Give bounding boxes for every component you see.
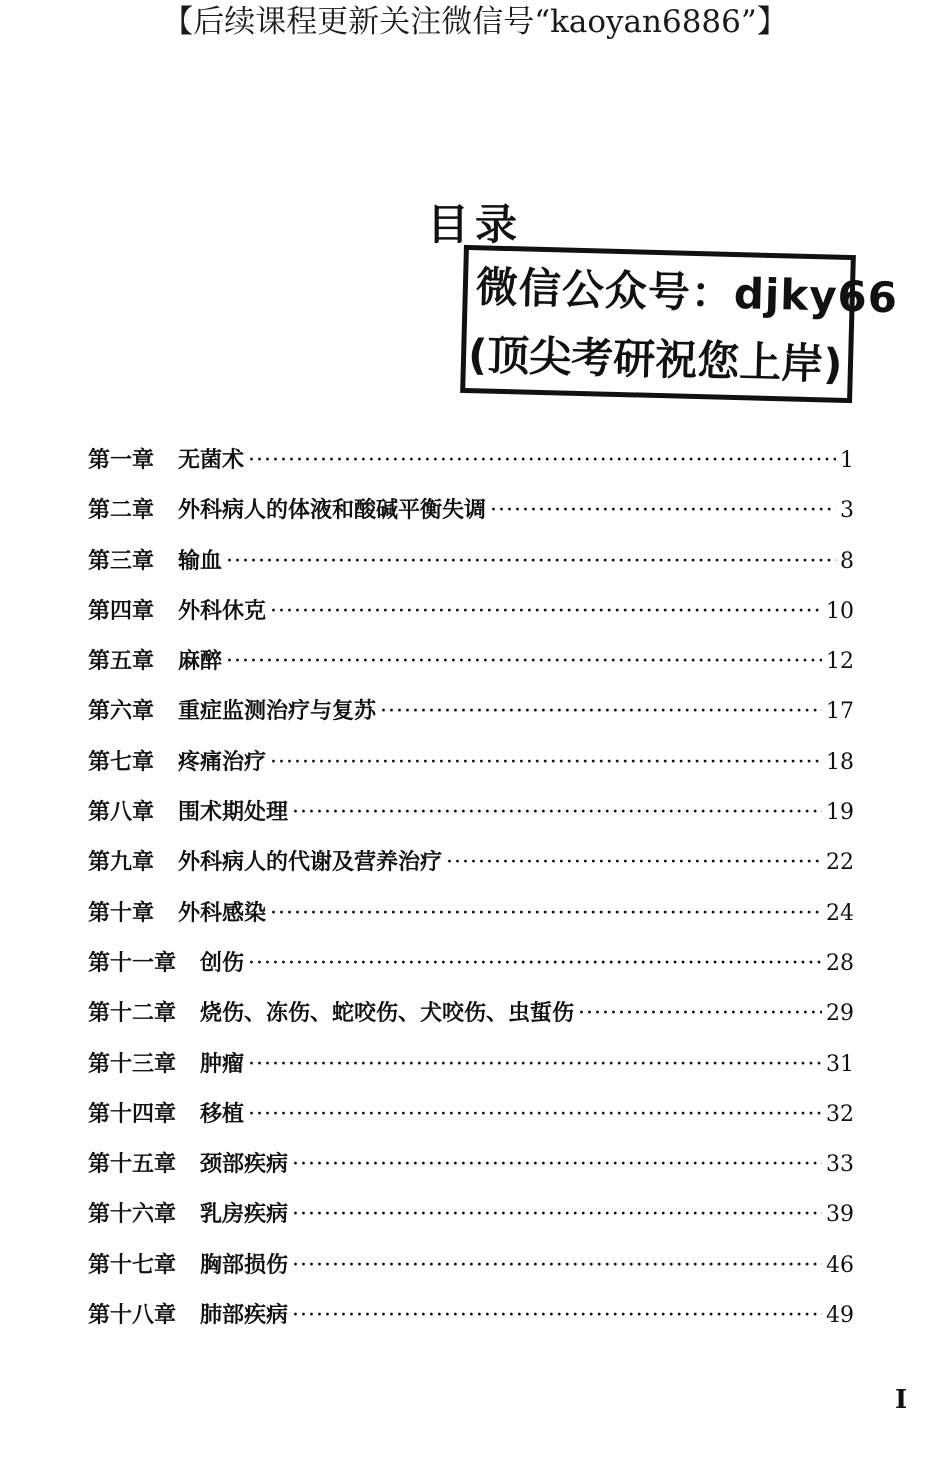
chapter-number: 第四章 bbox=[88, 597, 155, 624]
dot-leader bbox=[578, 1001, 822, 1026]
toc-entry[interactable] bbox=[88, 544, 854, 594]
toc-entry[interactable] bbox=[88, 1248, 854, 1298]
dot-leader bbox=[292, 1152, 822, 1177]
chapter-number: 第十二章 bbox=[88, 1000, 177, 1027]
chapter-title: 肺部疾病 bbox=[200, 1302, 289, 1329]
dot-leader bbox=[270, 901, 822, 926]
chapter-title: 创伤 bbox=[200, 949, 245, 976]
dot-leader bbox=[292, 1202, 822, 1227]
page-number: 10 bbox=[826, 598, 854, 624]
dot-leader bbox=[292, 800, 822, 825]
chapter-number: 第一章 bbox=[88, 447, 155, 473]
toc-entry[interactable] bbox=[88, 443, 854, 493]
chapter-title: 烧伤、冻伤、蛇咬伤、犬咬伤、虫蜇伤 bbox=[200, 1000, 575, 1027]
chapter-title: 胸部损伤 bbox=[200, 1251, 289, 1278]
table-of-contents bbox=[88, 443, 854, 1348]
chapter-number: 第十章 bbox=[88, 899, 155, 926]
page-number: 39 bbox=[826, 1202, 854, 1228]
chapter-number: 第五章 bbox=[88, 648, 155, 675]
dot-leader bbox=[248, 448, 836, 473]
toc-entry[interactable] bbox=[88, 946, 854, 996]
stamp-line-2: (顶尖考研祝您上岸) bbox=[467, 330, 844, 389]
toc-entry[interactable] bbox=[88, 1197, 854, 1247]
page-number: 29 bbox=[826, 1001, 854, 1027]
chapter-title: 乳房疾病 bbox=[200, 1201, 289, 1228]
page-number: 1 bbox=[840, 448, 854, 473]
chapter-number: 第七章 bbox=[88, 748, 155, 775]
dot-leader bbox=[270, 750, 822, 775]
chapter-title: 颈部疾病 bbox=[200, 1151, 289, 1178]
page-number: 28 bbox=[826, 950, 854, 976]
page-number: 18 bbox=[826, 749, 854, 775]
chapter-number: 第十一章 bbox=[88, 949, 177, 976]
dot-leader bbox=[292, 1253, 822, 1278]
toc-entry[interactable] bbox=[88, 1147, 854, 1197]
toc-entry[interactable] bbox=[88, 644, 854, 694]
toc-entry[interactable] bbox=[88, 996, 854, 1046]
page-title: 目录 bbox=[426, 200, 523, 249]
dot-leader bbox=[270, 599, 822, 624]
chapter-number: 第十四章 bbox=[88, 1100, 177, 1127]
page-number: 33 bbox=[826, 1152, 854, 1178]
dot-leader bbox=[380, 699, 822, 724]
chapter-number: 第十七章 bbox=[88, 1251, 177, 1278]
chapter-number: 第十五章 bbox=[88, 1151, 177, 1178]
toc-entry[interactable] bbox=[88, 896, 854, 946]
toc-entry[interactable] bbox=[88, 1298, 854, 1348]
page-number: 17 bbox=[826, 699, 854, 725]
chapter-title: 肿瘤 bbox=[200, 1050, 245, 1077]
toc-entry[interactable] bbox=[88, 1047, 854, 1097]
chapter-number: 第八章 bbox=[88, 799, 155, 826]
page-number: 12 bbox=[826, 649, 854, 675]
chapter-title: 外科休克 bbox=[178, 597, 267, 624]
page-number: 32 bbox=[826, 1101, 854, 1127]
page-number: 19 bbox=[826, 800, 854, 826]
page-number: 49 bbox=[826, 1303, 854, 1329]
page-number: 46 bbox=[826, 1252, 854, 1278]
dot-leader bbox=[446, 850, 822, 875]
page-number: 3 bbox=[840, 498, 854, 524]
chapter-title: 外科病人的体液和酸碱平衡失调 bbox=[178, 497, 487, 524]
chapter-number: 第二章 bbox=[88, 497, 155, 524]
page-number: 31 bbox=[826, 1051, 854, 1077]
toc-entry[interactable] bbox=[88, 1097, 854, 1147]
toc-entry[interactable] bbox=[88, 493, 854, 543]
dot-leader bbox=[226, 549, 836, 574]
chapter-title: 重症监测治疗与复苏 bbox=[178, 698, 377, 725]
page-number: 8 bbox=[840, 548, 854, 574]
chapter-title: 麻醉 bbox=[178, 648, 223, 675]
chapter-number: 第十三章 bbox=[88, 1050, 177, 1077]
header-note: 【后续课程更新关注微信号“kaoyan6886”】 bbox=[162, 4, 788, 40]
chapter-number: 第十六章 bbox=[88, 1201, 177, 1228]
chapter-title: 围术期处理 bbox=[178, 799, 289, 826]
page-folio: I bbox=[895, 1385, 908, 1415]
chapter-title: 外科病人的代谢及营养治疗 bbox=[178, 849, 443, 876]
chapter-number: 第九章 bbox=[88, 849, 155, 876]
stamp-line-1: 微信公众号：djky66 bbox=[475, 262, 899, 323]
chapter-title: 移植 bbox=[200, 1100, 245, 1127]
page-number: 24 bbox=[826, 900, 854, 926]
dot-leader bbox=[226, 649, 822, 674]
chapter-number: 第十八章 bbox=[88, 1302, 177, 1329]
chapter-title: 外科感染 bbox=[178, 899, 267, 926]
toc-entry[interactable] bbox=[88, 694, 854, 744]
chapter-number: 第三章 bbox=[88, 547, 155, 574]
page-number: 22 bbox=[826, 850, 854, 876]
toc-entry[interactable] bbox=[88, 845, 854, 895]
dot-leader bbox=[490, 498, 836, 523]
dot-leader bbox=[248, 951, 822, 976]
chapter-number: 第六章 bbox=[88, 698, 155, 725]
dot-leader bbox=[248, 1052, 822, 1077]
chapter-title: 无菌术 bbox=[178, 447, 245, 473]
toc-entry[interactable] bbox=[88, 795, 854, 845]
toc-entry[interactable] bbox=[88, 745, 854, 795]
dot-leader bbox=[248, 1102, 822, 1127]
chapter-title: 疼痛治疗 bbox=[178, 748, 267, 775]
toc-entry[interactable] bbox=[88, 594, 854, 644]
chapter-title: 输血 bbox=[178, 547, 223, 574]
dot-leader bbox=[292, 1303, 822, 1328]
stamp-box bbox=[460, 245, 899, 403]
